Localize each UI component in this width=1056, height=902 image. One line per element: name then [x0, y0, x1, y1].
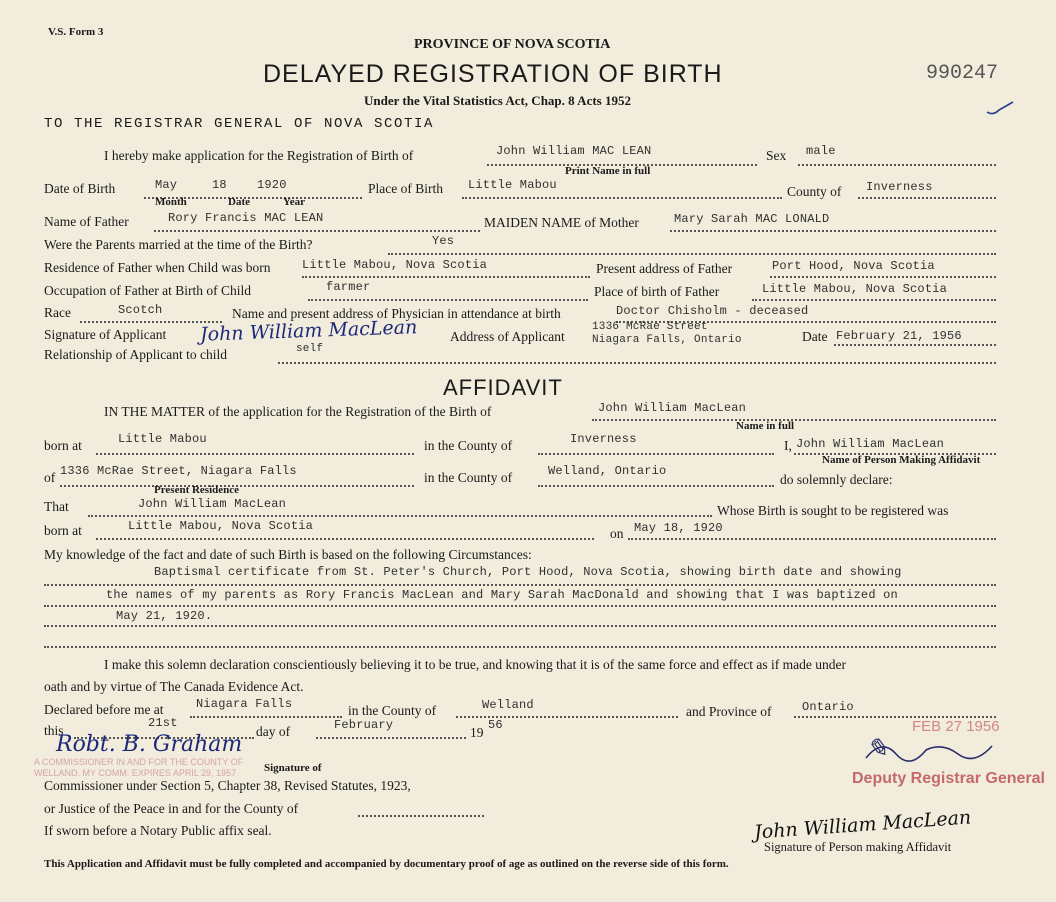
i-label: I,: [784, 438, 792, 453]
dob-day-value: 18: [212, 178, 227, 192]
of-label: of: [44, 470, 56, 485]
check-mark-icon: [985, 100, 1015, 118]
race-label: Race: [44, 305, 71, 320]
notary-line: If sworn before a Notary Public affix seal.: [44, 823, 272, 838]
justice-line: or Justice of the Peace in and for the County of: [44, 801, 299, 816]
commissioner-signature: Robt. B. Graham: [56, 732, 243, 757]
circumstances-line3: May 21, 1920.: [116, 609, 213, 623]
received-date-stamp: FEB 27 1956: [912, 718, 1000, 735]
father-label: Name of Father: [44, 214, 129, 229]
matter-text: IN THE MATTER of the application for the Registration of the Birth of: [104, 404, 492, 419]
commissioner-line: Commissioner under Section 5, Chapter 38, Revised Statutes, 1923,: [44, 778, 411, 793]
to-line: TO THE REGISTRAR GENERAL OF NOVA SCOTIA: [44, 116, 435, 132]
present-residence-caption: Present Residence: [154, 484, 240, 496]
that-label: That: [44, 499, 69, 514]
born-at-value: Little Mabou: [118, 432, 207, 446]
affiant-signature: John William MacLean: [753, 806, 972, 844]
serial-number: 990247: [926, 62, 999, 85]
applicant-signature: John William MacLean: [199, 316, 418, 346]
footer-note: This Application and Affidavit must be fully completed and accompanied by documentary proof of age as outlined on the reverse side of this form.: [44, 858, 729, 870]
father-value: Rory Francis MAC LEAN: [168, 211, 324, 225]
declared-county-label: in the County of: [348, 703, 437, 718]
affidavit-heading: AFFIDAVIT: [443, 375, 563, 400]
subtitle: Under the Vital Statistics Act, Chap. 8 Acts 1952: [364, 93, 631, 108]
declared-at-label: Declared before me at: [44, 702, 164, 717]
day-of-label: day of: [256, 724, 291, 739]
year-caption: Year: [283, 196, 305, 208]
occupation-value: farmer: [326, 280, 371, 294]
that-name-value: John William MacLean: [138, 497, 287, 511]
born-at2-label: born at: [44, 523, 82, 538]
form-number: V.S. Form 3: [48, 26, 104, 38]
county-value: Inverness: [866, 180, 933, 194]
county-label: County of: [787, 184, 842, 199]
signature-of-caption: Signature of: [264, 762, 322, 774]
registrar-signature-scribble: [862, 736, 1002, 766]
applicant-signature-label: Signature of Applicant: [44, 327, 167, 342]
knowledge-text: My knowledge of the fact and date of such Birth is based on the following Circumstances:: [44, 547, 532, 562]
dob-month-value: May: [155, 178, 178, 192]
dob-year-value: 1920: [257, 178, 287, 192]
relationship-label: Relationship of Applicant to child: [44, 347, 227, 362]
born-at-label: born at: [44, 438, 82, 453]
occupation-label: Occupation of Father at Birth of Child: [44, 283, 251, 298]
affidavit-county2-value: Welland, Ontario: [548, 464, 667, 478]
married-label: Were the Parents married at the time of the Birth?: [44, 237, 313, 252]
page-title: DELAYED REGISTRATION OF BIRTH: [263, 60, 723, 88]
province-label: and Province of: [686, 704, 772, 719]
year-suffix: 56: [488, 718, 503, 732]
declarant-name: John William MacLean: [796, 437, 945, 451]
affidavit-county2-label: in the County of: [424, 470, 513, 485]
declared-county-value: Welland: [482, 698, 534, 712]
province-value: Ontario: [802, 700, 854, 714]
whose-birth-text: Whose Birth is sought to be registered was: [717, 503, 949, 518]
married-value: Yes: [432, 234, 455, 248]
date-caption: Date: [228, 196, 250, 208]
on-label: on: [610, 526, 624, 541]
day-value: 21st: [148, 716, 178, 730]
born-at2-value: Little Mabou, Nova Scotia: [128, 519, 314, 533]
declared-at-value: Niagara Falls: [196, 697, 293, 711]
deputy-registrar-stamp: Deputy Registrar General: [852, 770, 1045, 787]
circumstances-line1: Baptismal certificate from St. Peter's Church, Port Hood, Nova Scotia, showing birth date and showing: [154, 565, 902, 579]
sex-value: male: [806, 144, 836, 158]
declaration-line2: oath and by virtue of The Canada Evidence Act.: [44, 679, 304, 694]
race-value: Scotch: [118, 303, 163, 317]
applicant-address-label: Address of Applicant: [450, 329, 565, 344]
residence-label: Residence of Father when Child was born: [44, 260, 271, 275]
mother-value: Mary Sarah MAC LONALD: [674, 212, 830, 226]
dob-label: Date of Birth: [44, 181, 116, 196]
application-intro: I hereby make application for the Registration of Birth of: [104, 148, 414, 163]
this-label: this: [44, 723, 64, 738]
month-value: February: [334, 718, 394, 732]
application-date-label: Date: [802, 329, 828, 344]
commissioner-stamp-line1: A COMMISSIONER IN AND FOR THE COUNTY OF: [34, 757, 244, 767]
mother-label: MAIDEN NAME of Mother: [484, 215, 639, 230]
affidavit-county-label: in the County of: [424, 438, 513, 453]
present-address-label: Present address of Father: [596, 261, 733, 276]
present-address-value: Port Hood, Nova Scotia: [772, 259, 935, 273]
declarant-caption: Name of Person Making Affidavit: [822, 454, 981, 466]
physician-value: Doctor Chisholm - deceased: [616, 304, 809, 318]
applicant-address-line2: Niagara Falls, Ontario: [592, 334, 742, 346]
sex-label: Sex: [766, 148, 787, 163]
year-prefix: 19: [470, 725, 484, 740]
solemnly-declare: do solemnly declare:: [780, 472, 893, 487]
physician-label: Name and present address of Physician in attendance at birth: [232, 306, 561, 321]
pob-label: Place of Birth: [368, 181, 443, 196]
affidavit-child-name: John William MacLean: [598, 401, 747, 415]
pob-value: Little Mabou: [468, 178, 557, 192]
province-heading: PROVINCE OF NOVA SCOTIA: [414, 37, 611, 52]
print-name-caption: Print Name in full: [565, 165, 651, 177]
applicant-address-line1: 1336 McRae Street: [592, 321, 708, 333]
relationship-value: self: [296, 343, 324, 355]
commissioner-stamp-line2: WELLAND. MY COMM. EXPIRES APRIL 29, 1957: [34, 768, 237, 778]
month-caption: Month: [155, 196, 187, 208]
circumstances-line2: the names of my parents as Rory Francis MacLean and Mary Sarah MacDonald and showing that I was baptized on: [106, 588, 898, 602]
affidavit-county-value: Inverness: [570, 432, 637, 446]
residence-value: Little Mabou, Nova Scotia: [302, 258, 488, 272]
residence-value-affidavit: 1336 McRae Street, Niagara Falls: [60, 464, 297, 478]
declaration-line1: I make this solemn declaration conscientiously believing it to be true, and knowing that it is of the same force and effect as if made under: [104, 657, 847, 672]
on-date-value: May 18, 1920: [634, 521, 723, 535]
child-name-value: John William MAC LEAN: [496, 144, 652, 158]
name-in-full-caption: Name in full: [736, 420, 795, 432]
affiant-signature-caption: Signature of Person making Affidavit: [764, 840, 952, 854]
father-birthplace-label: Place of birth of Father: [594, 284, 720, 299]
father-birthplace-value: Little Mabou, Nova Scotia: [762, 282, 948, 296]
application-date-value: February 21, 1956: [836, 329, 962, 343]
registrar-signature: ✎: [866, 734, 888, 764]
